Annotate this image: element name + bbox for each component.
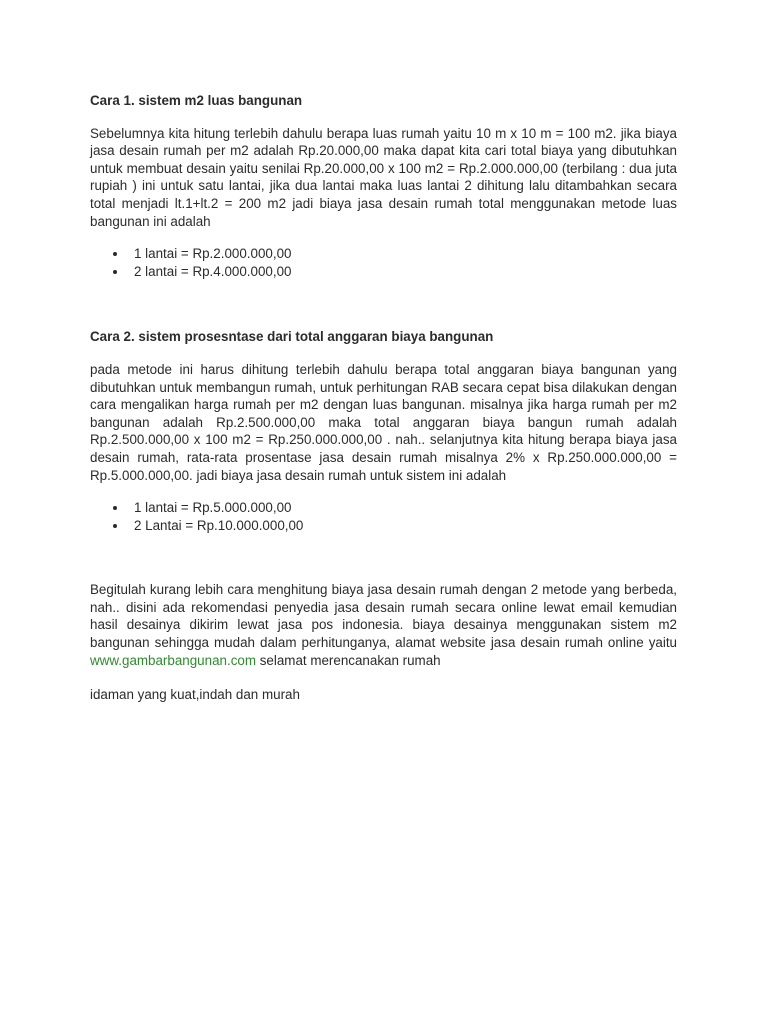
section-cara-2 — [90, 328, 677, 534]
section-1-heading: Cara 1. sistem m2 luas bangunan — [90, 93, 303, 108]
section-cara-1 — [90, 92, 677, 280]
section-1-list — [90, 245, 677, 280]
section-conclusion — [90, 581, 677, 704]
document-page — [90, 92, 677, 704]
conclusion-paragraph — [90, 581, 677, 669]
section-2-heading: Cara 2. sistem prosesntase dari total anggaran biaya bangunan — [90, 329, 494, 345]
section-2-list — [90, 499, 677, 534]
list-item: 1 lantai = Rp.2.000.000,00 — [134, 245, 677, 263]
section-2-paragraph: pada metode ini harus dihitung terlebih dahulu berapa total anggaran biaya bangunan yang dibutuhkan untuk membangun rumah, untuk perhitungan RAB secara cepat bisa dilakukan dengan cara mengalikan harga rumah per m2 dengan luas bangunan. misalnya jika harga rumah per m2 bangunan adalah Rp.2.500.000,00 maka total anggaran biaya bangun rumah adalah Rp.2.500.000,00 x 100 m2 = Rp.250.000.000,00 . nah.. selanjutnya kita hitung berapa biaya jasa desain rumah, rata-rata prosentase jasa desain rumah misalnya 2% x Rp.250.000.000,00 = Rp.5.000.000,00. jadi biaya jasa desain rumah untuk sistem ini adalah — [90, 361, 677, 483]
list-item: 1 lantai = Rp.5.000.000,00 — [134, 499, 677, 517]
website-link[interactable]: www.gambarbangunan.com — [90, 652, 256, 668]
conclusion-text-after-link: selamat merencanakan rumah — [256, 652, 441, 668]
list-item: 2 lantai = Rp.4.000.000,00 — [134, 263, 677, 281]
list-item: 2 Lantai = Rp.10.000.000,00 — [134, 517, 677, 535]
closing-line: idaman yang kuat,indah dan murah — [90, 687, 300, 703]
section-1-paragraph: Sebelumnya kita hitung terlebih dahulu berapa luas rumah yaitu 10 m x 10 m = 100 m2. jika biaya jasa desain rumah per m2 adalah Rp.20.000,00 maka dapat kita cari total biaya yang dibutuhkan untuk membuat desain yaitu senilai Rp.20.000,00 x 100 m2 = Rp.2.000.000,00 (terbilang : dua juta rupiah ) ini untuk satu lantai, jika dua lantai maka luas lantai 2 dihitung lalu ditambahkan secara total menjadi lt.1+lt.2 = 200 m2 jadi biaya jasa desain rumah total menggunakan metode luas bangunan ini adalah — [90, 125, 677, 229]
conclusion-text-before-link: Begitulah kurang lebih cara menghitung biaya jasa desain rumah dengan 2 metode yang berbeda, nah.. disini ada rekomendasi penyedia jasa desain rumah secara online lewat email kemudian hasil desainya dikirim lewat jasa pos indonesia. biaya desainya menggunakan sistem m2 bangunan sehingga mudah dalam perhitunganya, alamat website jasa desain rumah online yaitu — [90, 582, 677, 651]
